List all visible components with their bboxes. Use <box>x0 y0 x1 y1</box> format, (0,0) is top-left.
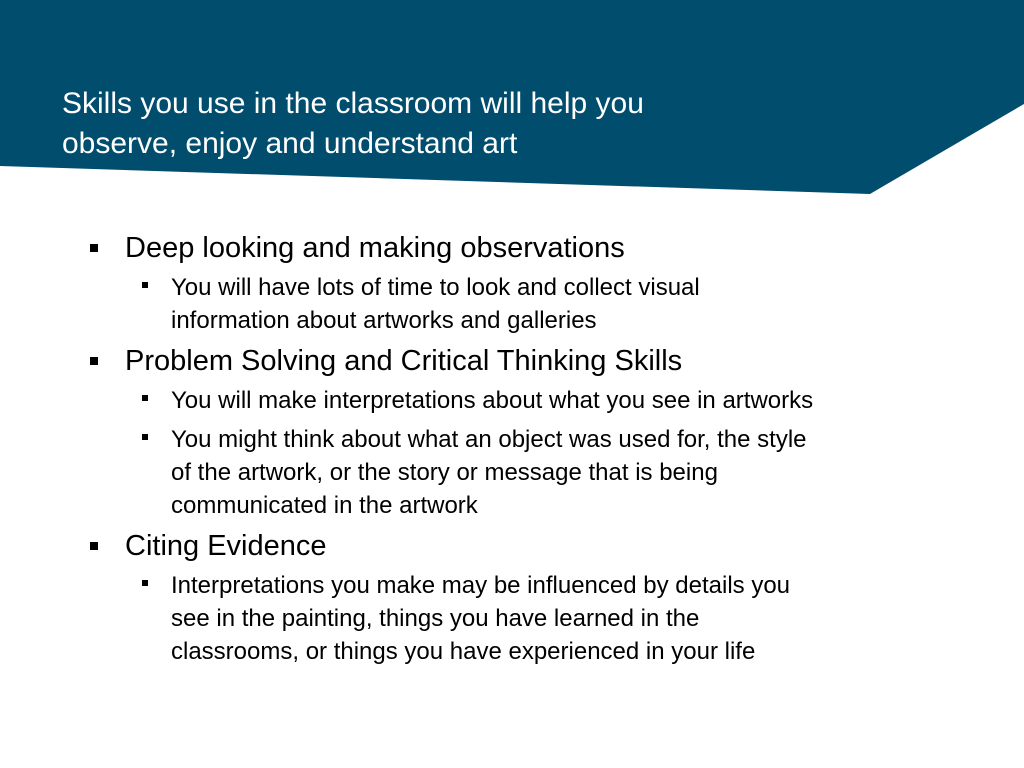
slide-title <box>62 84 822 164</box>
title-line-1: Skills you use in the classroom will help you <box>62 87 644 120</box>
square-bullet-icon <box>142 395 148 401</box>
text-line: information about artworks and galleries <box>171 307 597 334</box>
text-line: Interpretations you make may be influenced by details you <box>171 572 791 599</box>
bullet-text: Citing Evidence <box>125 530 327 562</box>
text-line: see in the painting, things you have learned in the <box>171 605 700 632</box>
bullet-text: Problem Solving and Critical Thinking Skills <box>125 345 683 377</box>
sub-bullet-item <box>142 423 950 522</box>
text-line: You will make interpretations about what you see in artworks <box>171 387 814 414</box>
sub-bullet-item <box>142 569 950 668</box>
text-line: You might think about what an object was used for, the style <box>171 426 807 453</box>
sub-bullet-text <box>171 569 790 668</box>
sub-bullet-text <box>171 423 807 522</box>
sub-bullet-list <box>142 384 950 522</box>
text-line: communicated in the artwork <box>171 492 478 519</box>
bullet-item-citing-evidence <box>90 528 950 668</box>
sub-bullet-text <box>171 271 700 337</box>
sub-bullet-list <box>142 569 950 668</box>
square-bullet-icon <box>142 282 148 288</box>
text-line: You will have lots of time to look and collect visual <box>171 274 700 301</box>
sub-bullet-text <box>171 384 813 417</box>
sub-bullet-item <box>142 271 950 337</box>
sub-bullet-list <box>142 271 950 337</box>
square-bullet-icon <box>142 580 148 586</box>
square-bullet-icon <box>90 244 98 252</box>
text-line: classrooms, or things you have experienced in your life <box>171 638 756 665</box>
sub-bullet-item <box>142 384 950 417</box>
title-line-2: observe, enjoy and understand art <box>62 127 518 160</box>
text-line: of the artwork, or the story or message that is being <box>171 459 718 486</box>
square-bullet-icon <box>90 357 98 365</box>
bullet-item-deep-looking <box>90 230 950 337</box>
bullet-text: Deep looking and making observations <box>125 232 625 264</box>
square-bullet-icon <box>90 542 98 550</box>
square-bullet-icon <box>142 434 148 440</box>
bullet-list <box>90 230 950 674</box>
bullet-item-problem-solving <box>90 343 950 522</box>
